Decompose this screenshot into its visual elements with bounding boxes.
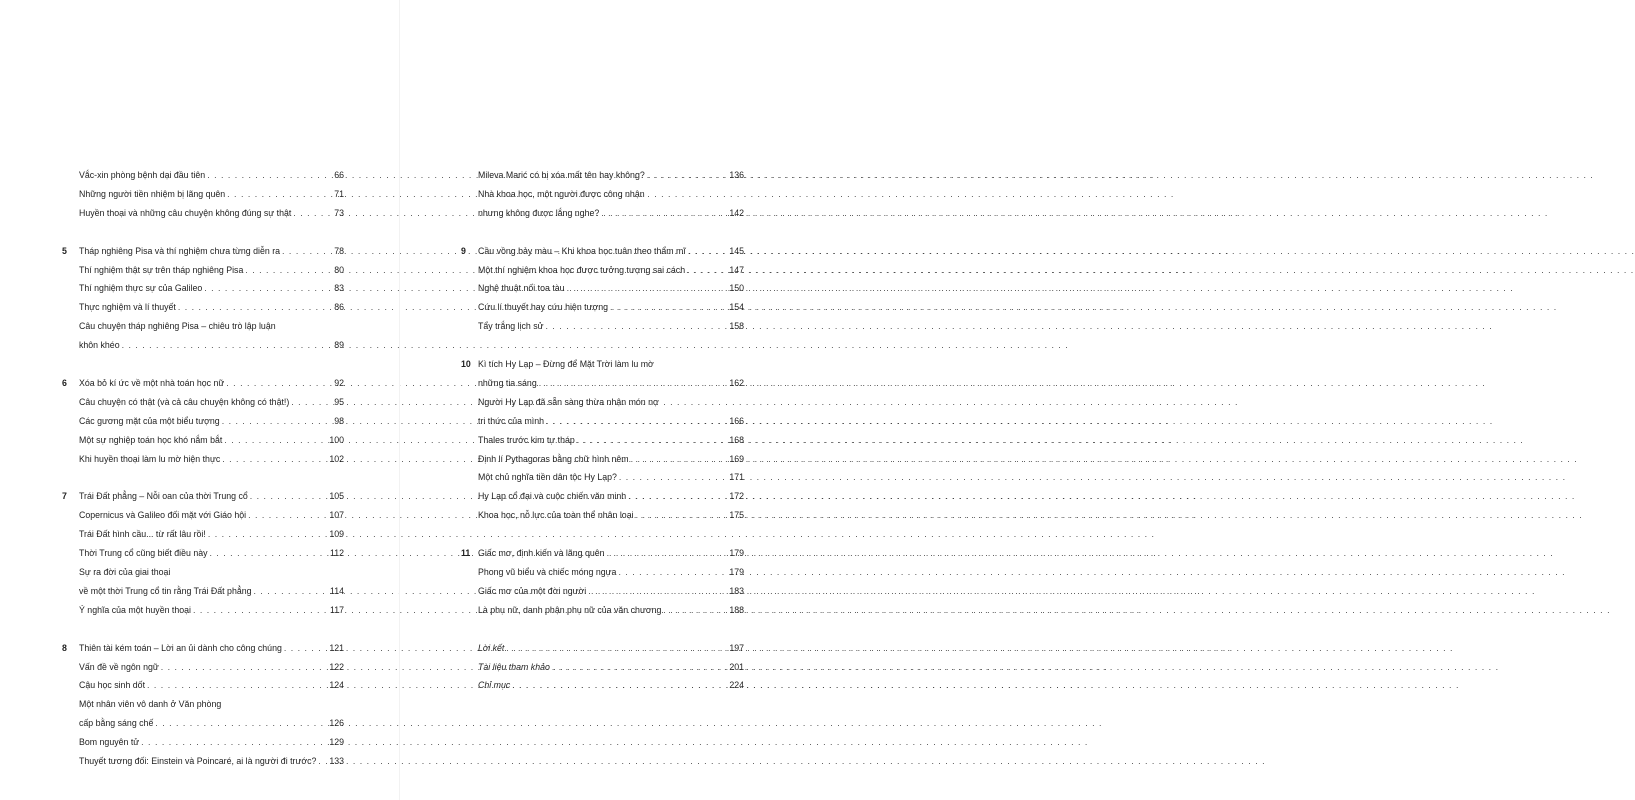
page-number: 172 xyxy=(729,491,744,502)
entry-title: Câu chuyện có thật (và cả câu chuyện không có thật!) xyxy=(79,396,290,407)
dot-leader xyxy=(610,298,727,317)
entry-title-line1[interactable]: Kì tích Hy Lạp – Đừng để Mặt Trời làm lu mờ xyxy=(478,359,654,370)
toc-entry[interactable] xyxy=(478,563,744,582)
toc-entry[interactable] xyxy=(79,676,344,695)
toc-entry[interactable] xyxy=(478,166,744,185)
page-number: 126 xyxy=(329,718,344,729)
page-number: 171 xyxy=(729,472,744,483)
toc-entry[interactable] xyxy=(79,601,344,620)
entry-title: Thời Trung cổ cũng biết điều này xyxy=(79,548,208,559)
toc-entry[interactable] xyxy=(478,412,744,431)
page-number: 92 xyxy=(334,377,344,388)
toc-entry[interactable] xyxy=(79,639,344,658)
toc-left xyxy=(62,166,344,771)
toc-entry[interactable] xyxy=(478,204,744,223)
entry-title: Chỉ mục xyxy=(478,680,511,691)
toc-entry[interactable] xyxy=(79,261,344,280)
page-number: 98 xyxy=(334,415,344,426)
chapter-number: 11 xyxy=(461,548,471,559)
page-number: 73 xyxy=(334,207,344,218)
entry-title: Thuyết tương đối: Einstein và Poincaré, ai là người đi trước? xyxy=(79,756,317,767)
toc-entry[interactable] xyxy=(478,450,744,469)
dot-leader xyxy=(546,317,728,336)
toc-entry-references[interactable] xyxy=(478,658,744,677)
toc-entry[interactable] xyxy=(478,261,744,280)
right-page xyxy=(400,0,800,800)
dot-leader xyxy=(222,412,333,431)
entry-title: Thales trước kim tự tháp xyxy=(478,434,575,445)
page-number: 168 xyxy=(729,434,744,445)
entry-title: Một chủ nghĩa tiền dân tộc Hy Lạp? xyxy=(478,472,617,483)
dot-leader xyxy=(318,752,327,771)
page-number: 188 xyxy=(729,604,744,615)
page-number: 83 xyxy=(334,283,344,294)
entry-title: Tháp nghiêng Pisa và thí nghiệm chưa từng diễn ra xyxy=(79,245,281,256)
toc-section xyxy=(461,166,744,223)
page-number: 112 xyxy=(329,548,344,559)
dot-leader xyxy=(567,279,728,298)
chapter-number: 10 xyxy=(461,359,471,370)
page-number: 121 xyxy=(329,642,344,653)
dot-leader xyxy=(245,261,332,280)
toc-entry[interactable] xyxy=(79,733,344,752)
dot-leader xyxy=(291,393,332,412)
toc-section xyxy=(62,166,344,223)
dot-leader xyxy=(688,242,727,261)
entry-title: Thực nghiệm và lí thuyết xyxy=(79,302,176,313)
toc-section xyxy=(62,242,344,355)
toc-section xyxy=(62,374,344,469)
entry-title-line1[interactable]: Một nhân viên vô danh ở Văn phòng xyxy=(79,699,222,710)
page-number: 124 xyxy=(329,680,344,691)
entry-title: Định lí Pythagoras bằng chữ hình nêm xyxy=(478,453,629,464)
entry-title-line1[interactable]: Nhà khoa học, một người được công nhận xyxy=(478,188,645,199)
chapter-number: 8 xyxy=(62,642,67,653)
entry-title: Xóa bỏ kí ức về một nhà toán học nữ xyxy=(79,377,225,388)
entry-title: Thí nghiệm thực sự của Galileo xyxy=(79,283,203,294)
entry-title: Vắc-xin phòng bệnh dại đầu tiên xyxy=(79,170,206,180)
page-number: 107 xyxy=(329,510,344,521)
toc-entry[interactable] xyxy=(79,714,344,733)
entry-title: về một thời Trung cổ tin rằng Trái Đất phẳng xyxy=(79,585,252,596)
page-number: 100 xyxy=(329,434,344,445)
toc-entry[interactable] xyxy=(79,412,344,431)
entry-title-line1[interactable]: Câu chuyện tháp nghiêng Pisa – chiêu trò lập luận xyxy=(79,321,276,332)
toc-entry[interactable] xyxy=(79,166,344,185)
toc-section xyxy=(461,544,744,620)
page-number: 133 xyxy=(329,756,344,767)
dot-leader xyxy=(224,431,327,450)
entry-title: tri thức của mình xyxy=(478,415,545,426)
toc-entry[interactable] xyxy=(478,544,744,563)
toc-entry[interactable] xyxy=(79,431,344,450)
entry-title: Vấn đề về ngôn ngữ xyxy=(79,661,159,672)
entry-title: Lời kết xyxy=(478,642,505,653)
dot-leader xyxy=(161,658,328,677)
page-number: 136 xyxy=(729,170,744,180)
toc-section xyxy=(461,242,744,337)
dot-leader xyxy=(628,487,727,506)
page-number: 154 xyxy=(729,302,744,313)
entry-title: nhưng không được lắng nghe? xyxy=(478,207,600,218)
dot-leader xyxy=(248,506,327,525)
page-number: 150 xyxy=(729,283,744,294)
toc-entry[interactable] xyxy=(79,450,344,469)
page-number: 175 xyxy=(729,510,744,521)
entry-title: những tia sáng xyxy=(478,377,537,388)
entry-title: Thí nghiệm thật sự trên tháp nghiêng Pisa xyxy=(79,264,244,275)
entry-title: Huyền thoại và những câu chuyện không đúng sự thật xyxy=(79,207,292,218)
entry-title: cấp bằng sáng chế xyxy=(79,718,154,729)
dot-leader xyxy=(293,204,332,223)
page-number: 179 xyxy=(729,566,744,577)
toc-entry[interactable] xyxy=(478,487,744,506)
dot-leader xyxy=(631,450,728,469)
entry-title: khôn khéo xyxy=(79,340,120,351)
toc-entry[interactable] xyxy=(79,185,344,204)
dot-leader xyxy=(193,601,328,620)
page-number: 95 xyxy=(334,396,344,407)
entry-title: Khoa học, nỗ lực của toàn thể nhân loại xyxy=(478,510,634,521)
toc-entry-index[interactable] xyxy=(478,676,744,695)
toc-entry[interactable] xyxy=(478,298,744,317)
dot-leader xyxy=(619,468,727,487)
chapter-number: 5 xyxy=(62,245,67,256)
toc-entry[interactable] xyxy=(79,487,344,506)
page-number: 80 xyxy=(334,264,344,275)
toc-entry[interactable] xyxy=(79,204,344,223)
page-number: 183 xyxy=(729,585,744,596)
page-number: 114 xyxy=(329,585,344,596)
dot-leader xyxy=(601,204,727,223)
toc-section xyxy=(461,355,744,525)
entry-title: Trái Đất hình cầu... từ rất lâu rồi! xyxy=(79,529,206,540)
page-number: 197 xyxy=(729,642,744,653)
toc-entry[interactable] xyxy=(478,317,744,336)
page-number: 71 xyxy=(334,188,344,199)
dot-leader xyxy=(284,639,327,658)
chapter-number: 7 xyxy=(62,491,67,502)
dot-leader xyxy=(147,676,327,695)
entry-title: Trái Đất phẳng – Nỗi oan của thời Trung cổ xyxy=(79,491,248,502)
entry-title: Tài liệu tham khảo xyxy=(478,661,550,672)
toc-entry[interactable] xyxy=(79,544,344,563)
toc-entry[interactable] xyxy=(478,431,744,450)
entry-title: Thiên tài kém toán – Lời an ủi dành cho công chúng xyxy=(79,642,282,653)
entry-title: Ý nghĩa của một huyền thoại xyxy=(79,604,191,615)
page-number: 129 xyxy=(329,737,344,748)
toc-right xyxy=(461,166,744,695)
dot-leader xyxy=(155,714,327,733)
entry-title: Là phụ nữ, danh phận phụ nữ của văn chương xyxy=(478,604,662,615)
toc-entry[interactable] xyxy=(79,506,344,525)
dot-leader xyxy=(539,374,728,393)
toc-entry[interactable] xyxy=(79,582,344,601)
entry-title: Giấc mơ của một đời người xyxy=(478,585,587,596)
toc-entry[interactable] xyxy=(478,468,744,487)
dot-leader xyxy=(222,450,327,469)
entry-title-line1[interactable]: Người Hy Lạp đã sẵn sàng thừa nhận món nợ xyxy=(478,396,659,407)
dot-leader xyxy=(506,639,727,658)
page-number: 122 xyxy=(329,661,344,672)
entry-title: Phong vũ biểu và chiếc móng ngựa xyxy=(478,566,617,577)
toc-entry[interactable] xyxy=(478,506,744,525)
toc-entry[interactable] xyxy=(478,601,744,620)
page-number: 102 xyxy=(329,453,344,464)
page-number: 147 xyxy=(729,264,744,275)
entry-title: Cầu vồng bảy màu – Khi khoa học tuân theo thẩm mĩ xyxy=(478,245,686,256)
toc-entry[interactable] xyxy=(478,279,744,298)
page-number: 78 xyxy=(334,245,344,256)
entry-title: Cứu lí thuyết hay cứu hiện tượng xyxy=(478,302,609,313)
page-number: 158 xyxy=(729,321,744,332)
toc-entry[interactable] xyxy=(478,242,744,261)
toc-entry[interactable] xyxy=(478,582,744,601)
dot-leader xyxy=(607,544,728,563)
page-number: 162 xyxy=(729,377,744,388)
entry-title: Nghệ thuật nối toa tàu xyxy=(478,283,565,294)
page-number: 201 xyxy=(729,661,744,672)
dot-leader xyxy=(282,242,332,261)
toc-entry[interactable] xyxy=(79,279,344,298)
toc-entry[interactable] xyxy=(79,374,344,393)
page-number: 145 xyxy=(729,245,744,256)
toc-entry[interactable] xyxy=(79,242,344,261)
dot-leader xyxy=(512,676,727,695)
dot-leader xyxy=(647,166,728,185)
toc-entry[interactable] xyxy=(79,298,344,317)
entry-title: Mileva Marić có bị xóa mất tên hay không? xyxy=(478,170,645,180)
page-number: 166 xyxy=(729,415,744,426)
page-number: 105 xyxy=(329,491,344,502)
dot-leader xyxy=(546,412,727,431)
toc-entry[interactable] xyxy=(478,374,744,393)
dot-leader xyxy=(552,658,727,677)
dot-leader xyxy=(227,185,332,204)
entry-title: Tẩy trắng lịch sử xyxy=(478,321,544,332)
dot-leader xyxy=(254,582,328,601)
dot-leader xyxy=(618,563,727,582)
page-number: 66 xyxy=(334,170,344,180)
dot-leader xyxy=(141,733,327,752)
entry-title: Giấc mơ, định kiến và lãng quên xyxy=(478,548,605,559)
dot-leader xyxy=(250,487,328,506)
entry-title: Khi huyền thoại làm lu mờ hiện thực xyxy=(79,453,221,464)
dot-leader xyxy=(210,544,328,563)
dot-leader xyxy=(122,336,333,355)
entry-title: Một thí nghiệm khoa học được tưởng tượng sai cách xyxy=(478,264,686,275)
toc-entry[interactable] xyxy=(79,752,344,771)
entry-title: Copernicus và Galileo đối mặt với Giáo hội xyxy=(79,510,247,521)
dot-leader xyxy=(588,582,727,601)
page-number: 89 xyxy=(334,340,344,351)
dot-leader xyxy=(226,374,332,393)
dot-leader xyxy=(636,506,728,525)
dot-leader xyxy=(178,298,332,317)
entry-title: Cậu học sinh dốt xyxy=(79,680,146,691)
toc-entry[interactable] xyxy=(79,393,344,412)
toc-section xyxy=(62,639,344,771)
toc-entry[interactable] xyxy=(79,525,344,544)
page-number: 109 xyxy=(329,529,344,540)
toc-section xyxy=(62,487,344,619)
page-number: 117 xyxy=(329,604,344,615)
page-number: 179 xyxy=(729,548,744,559)
chapter-number: 9 xyxy=(461,245,466,256)
dot-leader xyxy=(204,279,332,298)
dot-leader xyxy=(687,261,727,280)
left-page xyxy=(0,0,400,800)
toc-section-backmatter xyxy=(461,639,744,696)
chapter-number: 6 xyxy=(62,377,67,388)
toc-entry[interactable] xyxy=(79,336,344,355)
entry-title: Hy Lạp cổ đại và cuộc chiến văn minh xyxy=(478,491,627,502)
page-number: 86 xyxy=(334,302,344,313)
entry-title-line1[interactable]: Sự ra đời của giai thoại xyxy=(79,566,171,577)
toc-entry-epilogue[interactable] xyxy=(478,639,744,658)
page-number: 169 xyxy=(729,453,744,464)
toc-entry[interactable] xyxy=(79,658,344,677)
page-number: 224 xyxy=(729,680,744,691)
dot-leader xyxy=(663,601,727,620)
dot-leader xyxy=(208,525,327,544)
entry-title: Các gương mặt của một biểu tượng xyxy=(79,415,220,426)
entry-title: Một sự nghiệp toán học khó nắm bắt xyxy=(79,434,223,445)
dot-leader xyxy=(207,166,332,185)
page-number: 142 xyxy=(729,207,744,218)
entry-title: Những người tiền nhiệm bị lãng quên xyxy=(79,188,226,199)
entry-title: Bom nguyên tử xyxy=(79,737,140,748)
dot-leader xyxy=(577,431,728,450)
